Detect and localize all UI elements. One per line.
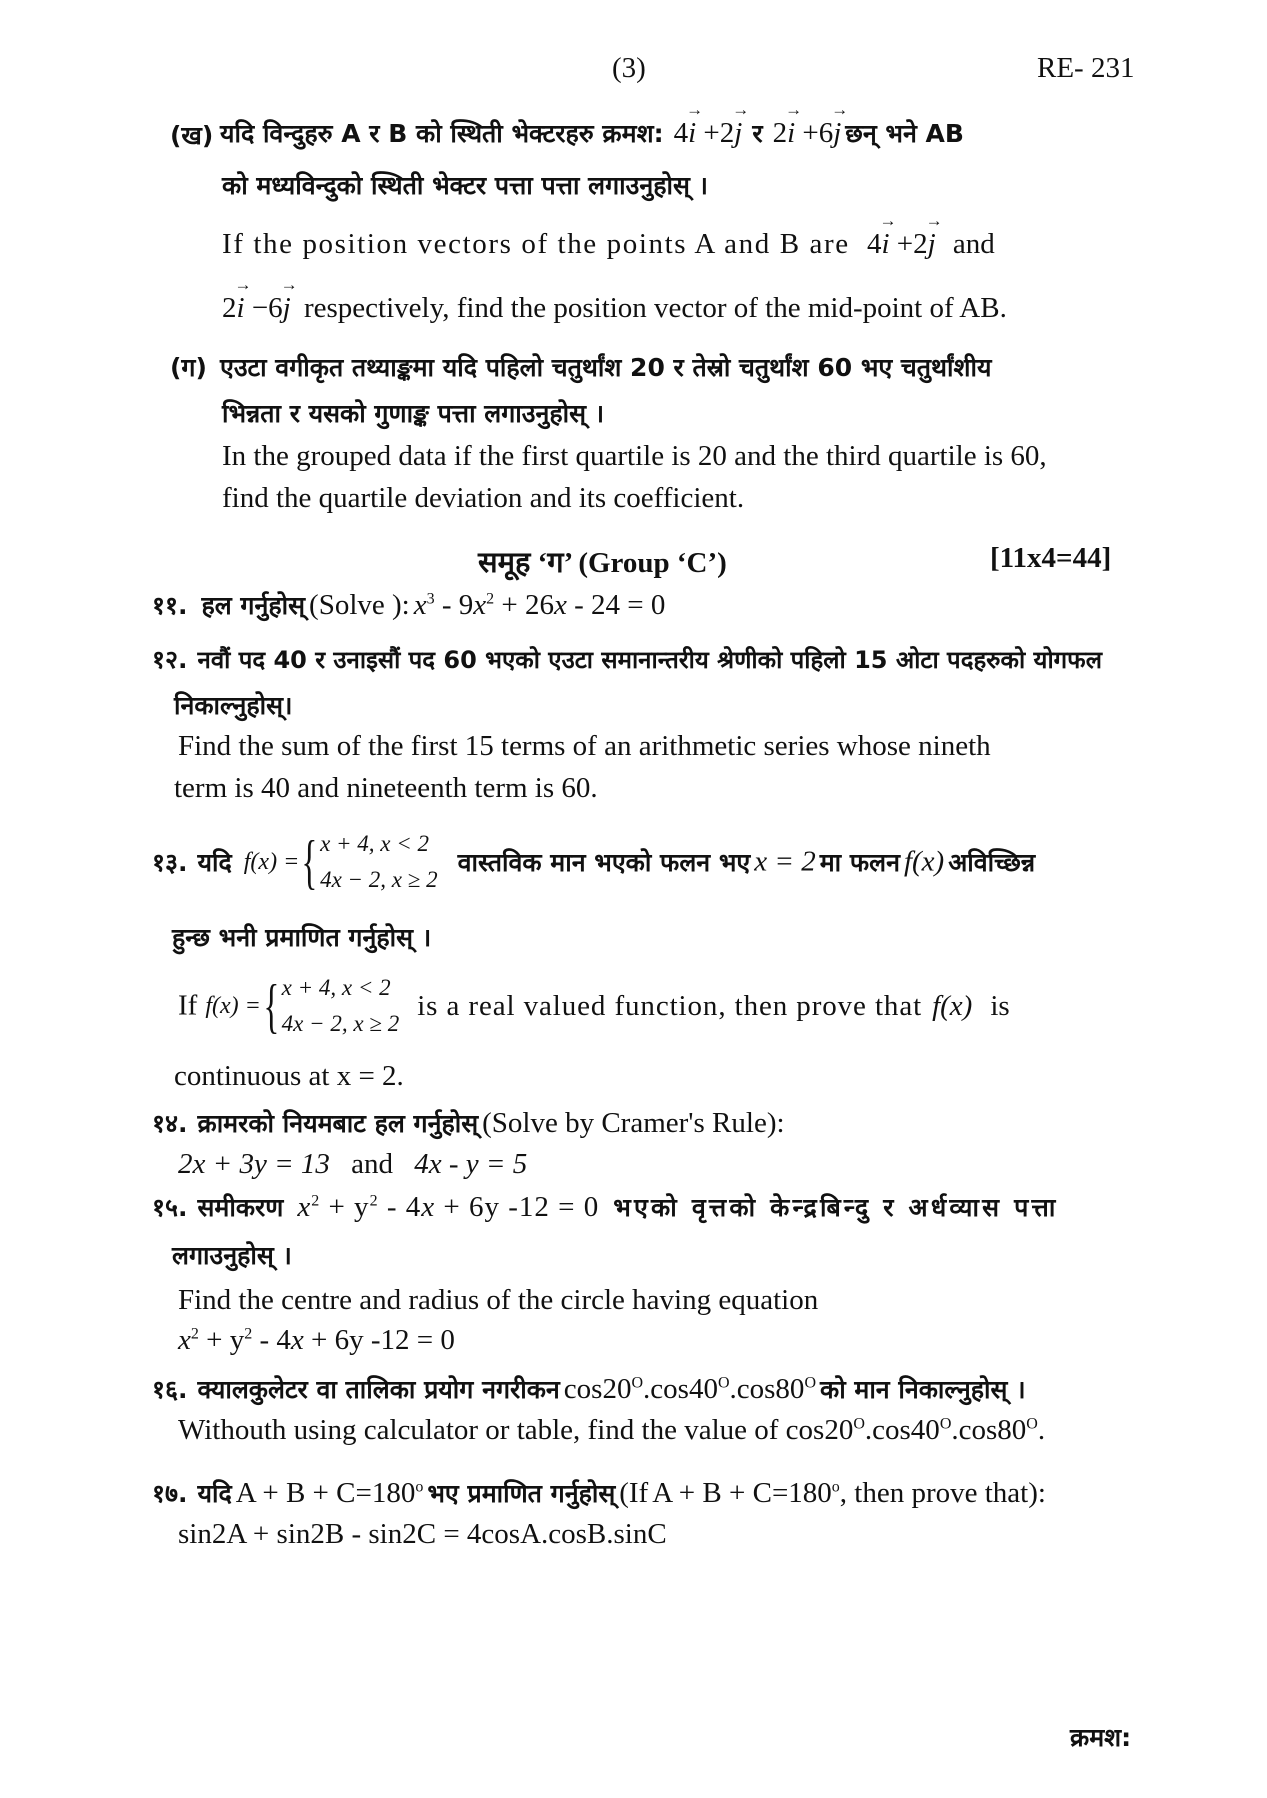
q12-en-line1: Find the sum of the first 15 terms of an arithmetic series whose nineth	[178, 730, 991, 762]
q-ga-en-line1: In the grouped data if the first quartile is 20 and the third quartile is 60,	[222, 440, 1047, 472]
q16-number: १६.	[152, 1375, 188, 1404]
q-ga-np-line1: एउटा वगीकृत तथ्याङ्कमा यदि पहिलो चतुर्थांश 20 र तेस्रो चतुर्थांश 60 भए चतुर्थांशीय	[220, 353, 992, 382]
q15-equation: $x^2 + y^2 - 4x + 6y$ -12 = 0	[178, 1324, 455, 1356]
q13-np-line2: हुन्छ भनी प्रमाणित गर्नुहोस् ।	[172, 923, 432, 952]
paper-code: RE- 231	[1037, 52, 1135, 84]
q-kha-en-line2: 2→ i −6→ j respectively, find the position vector of the mid-point of AB.	[222, 292, 1007, 325]
q13-en-line2: continuous at x = 2.	[174, 1060, 404, 1092]
q16-en: Withouth using calculator or table, find the value of $\cos 20^O.\cos 40^O.\cos 80^O$.	[178, 1414, 1046, 1446]
q14-line1: १४. क्रामरको नियमबाट हल गर्नुहोस् (Solve by Cramer's Rule):	[152, 1107, 785, 1139]
q16-line1: १६. क्यालकुलेटर वा तालिका प्रयोग नगरीकन $\cos 20^O.\cos 40^O.\cos 80^O$ को मान निकाल्नुहोस् ।	[152, 1373, 1026, 1405]
q17-line1: १७. यदि $A + B + C=180^o$ भए प्रमाणित गर्नुहोस् (If $A + B + C=180^o$, then prove that):	[152, 1477, 1046, 1509]
q-ga-label: (ग)	[170, 353, 207, 382]
vector-a: 4→ i +2→ j	[674, 117, 743, 149]
q11-number: ११.	[152, 591, 188, 620]
page-number: (3)	[612, 52, 646, 84]
q-kha-en-line1: If the position vectors of the points A and B are 4→ i +2→ j and	[222, 228, 1142, 261]
q13-number: १३.	[152, 848, 188, 877]
q15-en-line1: Find the centre and radius of the circle having equation	[178, 1284, 819, 1316]
q14-equations: 2x + 3y = 13 and 4x - y = 5	[178, 1148, 528, 1180]
q13-cases: x + 4, x < 2 4x − 2, x ≥ 2	[320, 831, 438, 892]
q15-np-line2: लगाउनुहोस् ।	[172, 1241, 292, 1270]
q15-number: १५.	[152, 1193, 188, 1222]
group-c-title: समूह ‘ग’ (Group ‘C’)	[478, 547, 727, 579]
q13-line1: १३. यदि f(x) ={ x + 4, x < 2 4x − 2, x ≥ 2 वास्तविक मान भएको फलन भए x = 2 मा फलन f(x) अविच्छिन्न	[152, 826, 1035, 898]
q15-line1: १५. समीकरण $x^2 + y^2 - 4x + 6y$ -12 = 0 भएको वृत्तको केन्द्रबिन्दु र अर्धव्यास पत्ता	[152, 1191, 1059, 1223]
q12-np-line2: निकाल्नुहोस्।	[174, 691, 293, 720]
q-kha-label: (ख)	[170, 121, 214, 150]
q11-equation: $x^3 - 9x^2 + 26x - 24 = 0$	[413, 589, 666, 621]
vector-b: 2→ i +6→ j	[773, 117, 842, 149]
q12-en-line2: term is 40 and nineteenth term is 60.	[174, 772, 598, 804]
q-kha-np-line1: यदि विन्दुहरु A र B को स्थिती भेक्टरहरु क्रमश: 4→ i +2→ j र 2→ i +6→ j छन् भने AB	[220, 116, 1140, 150]
q13-en-line1: If f(x) ={ x + 4, x < 2 4x − 2, x ≥ 2 is a real valued function, then prove that f(x) is	[178, 973, 1010, 1039]
q17-number: १७.	[152, 1479, 188, 1508]
q17-identity: sin2A + sin2B - sin2C = 4cosA.cosB.sinC	[178, 1518, 667, 1550]
q12-line1: १२. नवौं पद 40 र उनाइसौं पद 60 भएको एउटा समानान्तरीय श्रेणीको पहिलो 15 ओटा पदहरुको योगफल	[152, 645, 1102, 674]
group-c-marks: [11x4=44]	[990, 542, 1112, 574]
q12-number: १२.	[152, 645, 188, 674]
q-ga-np-line2: भिन्नता र यसको गुणाङ्क पत्ता लगाउनुहोस् ।	[222, 399, 605, 428]
continued-note: क्रमश:	[1070, 1723, 1132, 1752]
q-kha-np-line2: को मध्यविन्दुको स्थिती भेक्टर पत्ता पत्ता लगाउनुहोस् ।	[222, 171, 709, 200]
q14-number: १४.	[152, 1109, 188, 1138]
q-ga-en-line2: find the quartile deviation and its coefficient.	[222, 482, 745, 514]
q11: ११. हल गर्नुहोस् (Solve ): $x^3 - 9x^2 + 26x - 24 = 0$	[152, 589, 666, 621]
